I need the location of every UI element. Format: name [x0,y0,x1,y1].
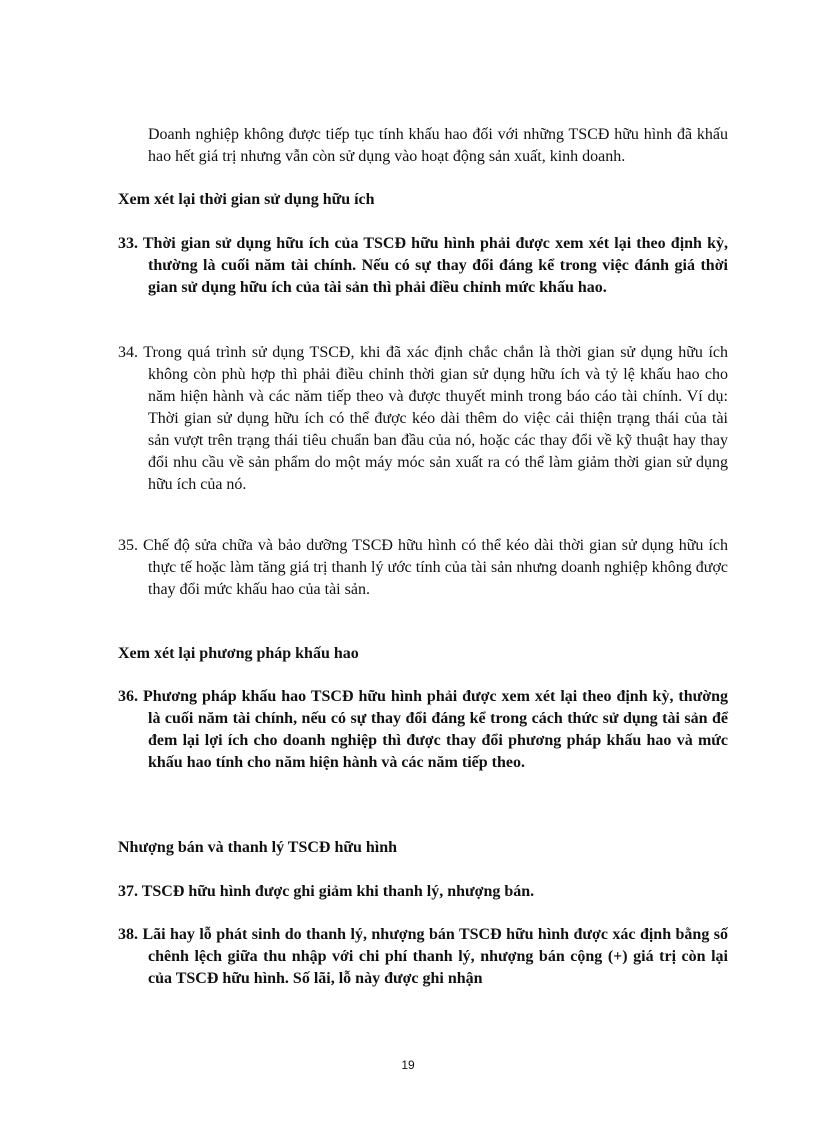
intro-paragraph: Doanh nghiệp không được tiếp tục tính khấu hao đối với những TSCĐ hữu hình đã khấu hao hết giá trị nhưng vẫn còn sử dụng vào hoạt động sản xuất, kinh doanh. [148,126,728,165]
clause-35: 35. Chế độ sửa chữa và bảo dưỡng TSCĐ hữu hình có thể kéo dài thời gian sử dụng hữu ích thực tế hoặc làm tăng giá trị thanh lý ước tính của tài sản nhưng doanh nghiệp không được thay đổi mức khấu hao của tài sản. [118,537,728,598]
clause-34: 34. Trong quá trình sử dụng TSCĐ, khi đã xác định chắc chắn là thời gian sử dụng hữu ích không còn phù hợp thì phải điều chỉnh thời gian sử dụng hữu ích và tỷ lệ khấu hao cho năm hiện hành và các năm tiếp theo và được thuyết minh trong báo cáo tài chính. Ví dụ: Thời gian sử dụng hữu ích có thể được kéo dài thêm do việc cải thiện trạng thái của tài sản vượt trên trạng thái tiêu chuẩn ban đầu của nó, hoặc các thay đổi về kỹ thuật hay thay đổi nhu cầu về sản phẩm do một máy móc sản xuất ra có thể làm giảm thời gian sử dụng hữu ích của nó. [118,344,728,493]
section-heading-method: Xem xét lại phương pháp khấu hao [118,645,359,662]
clause-37: 37. TSCĐ hữu hình được ghi giảm khi thanh lý, nhượng bán. [118,883,535,900]
section-heading-disposal: Nhượng bán và thanh lý TSCĐ hữu hình [118,839,398,856]
clause-33: 33. Thời gian sử dụng hữu ích của TSCĐ hữu hình phải được xem xét lại theo định kỳ, thường là cuối năm tài chính. Nếu có sự thay đổi đáng kể trong việc đánh giá thời gian sử dụng hữu ích của tài sản thì phải điều chỉnh mức khấu hao. [118,235,728,296]
clause-38: 38. Lãi hay lỗ phát sinh do thanh lý, nhượng bán TSCĐ hữu hình được xác định bằng số chênh lệch giữa thu nhập với chi phí thanh lý, nhượng bán cộng (+) giá trị còn lại của TSCĐ hữu hình. Số lãi, lỗ này được ghi nhận [118,926,728,987]
section-heading-useful-life: Xem xét lại thời gian sử dụng hữu ích [118,191,375,208]
clause-36: 36. Phương pháp khấu hao TSCĐ hữu hình phải được xem xét lại theo định kỳ, thường là cuối năm tài chính, nếu có sự thay đổi đáng kể trong cách thức sử dụng tài sản để đem lại lợi ích cho doanh nghiệp thì được thay đổi phương pháp khấu hao và mức khấu hao tính cho năm hiện hành và các năm tiếp theo. [118,688,728,771]
page-number: 19 [401,1058,415,1072]
